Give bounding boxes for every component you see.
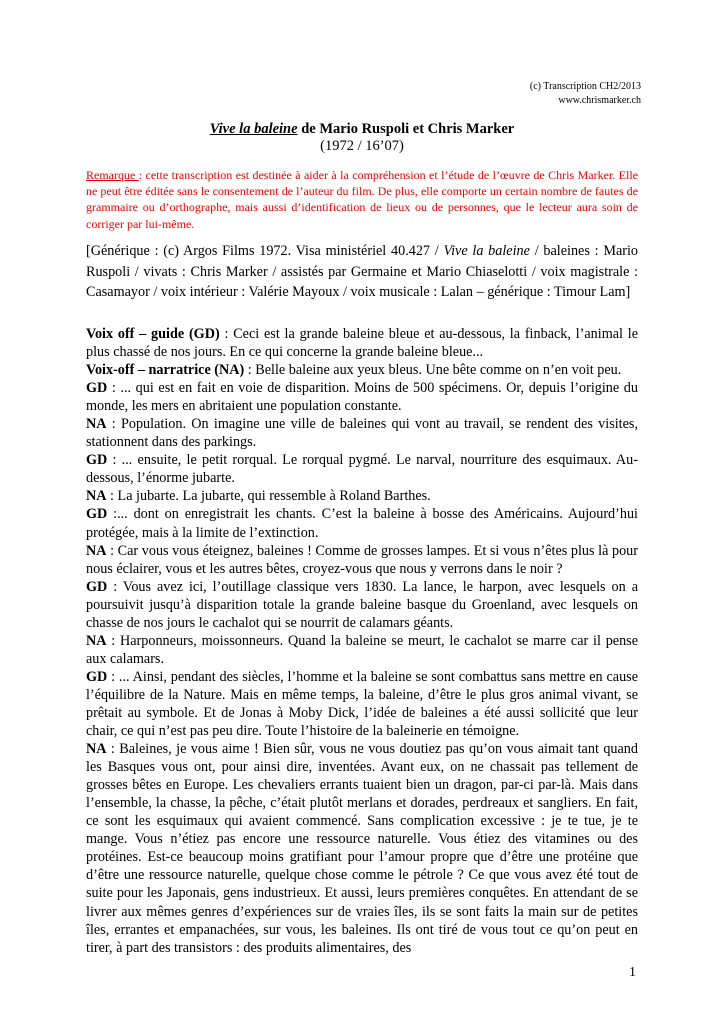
credits-film-title: Vive la baleine: [443, 243, 530, 259]
speaker: GD: [86, 506, 108, 523]
dialogue-line: [86, 632, 638, 668]
line-text: : ... qui est en fait en voie de disparition. Moins de 500 spécimens. Or, depuis l’origine du monde, les mers en abritaient une population constante.: [86, 380, 638, 415]
speaker: GD: [86, 380, 108, 397]
dialogue-line: [86, 542, 638, 578]
document-title: [0, 121, 724, 155]
copyright-line: (c) Transcription CH2/2013: [529, 81, 641, 92]
line-text: : Car vous vous éteignez, baleines ! Comme de grosses lampes. Et si vous n’êtes plus là pour nous éclairer, vous et les autres bêtes, croyez-vous que nous y verrons dans le noir ?: [86, 542, 638, 577]
speaker: GD: [86, 668, 108, 685]
title-line: [0, 121, 724, 138]
line-text: : Harponneurs, moissonneurs. Quand la baleine se meurt, le cachalot se marre car il pense aux calamars.: [86, 632, 638, 667]
dialogue-line: [86, 578, 638, 632]
page-number: 1: [629, 965, 636, 980]
line-text: : Vous avez ici, l’outillage classique vers 1830. La lance, le harpon, avec lesquels on a poursuivit jusqu’à disparition totale la grande baleine basque du Groenland, avec lesquels on chasse de nos jours le cachalot qui se nourrit de calamars géants.: [86, 578, 638, 631]
credits-block: [86, 241, 638, 303]
speaker: GD: [86, 452, 108, 469]
dialogue-line: [86, 740, 638, 957]
speaker: NA: [86, 741, 107, 758]
remark-text: : cette transcription est destinée à aider à la compréhension et l’étude de l’œuvre de Chris Marker. Elle ne peut être éditée sans le consentement de l’auteur du film. De plus, elle comporte un certain nombre de fautes de grammaire ou d’orthographe, mais aussi d’identification de lieux ou de personnes, que le lecteur aura soin de corriger par lui-même.: [86, 168, 638, 231]
credits-after: / baleines : Mario Ruspoli / vivats : Chris Marker / assistés par Germaine et Mario Chiaselotti / voix magistrale : Casamayor / voix intérieur : Valérie Mayoux / voix musicale : Lalan – générique : Timour Lam]: [86, 243, 638, 300]
remark-label: Remarque: [86, 168, 139, 182]
film-title: Vive la baleine: [209, 121, 298, 137]
remark-note: [86, 167, 638, 232]
transcription-header: [530, 80, 641, 108]
dialogue-line: [86, 379, 638, 415]
dialogue-transcript: [86, 325, 638, 957]
speaker: Voix-off – narratrice (NA): [86, 362, 245, 379]
speaker: Voix off – guide (GD): [86, 326, 220, 342]
speaker: NA: [86, 542, 107, 559]
website-line: www.chrismarker.ch: [558, 95, 641, 106]
line-text: : La jubarte. La jubarte, qui ressemble à Roland Barthes.: [106, 488, 431, 505]
film-year-duration: (1972 / 16’07): [320, 138, 404, 154]
line-text: :... dont on enregistrait les chants. C’est la baleine à bosse des Américains. Aujourd’hui protégée, mais à la limite de l’extinction.: [86, 506, 638, 541]
speaker: NA: [86, 632, 107, 649]
dialogue-line: [86, 668, 638, 740]
speaker: NA: [86, 416, 107, 433]
credits-before: [Générique : (c) Argos Films 1972. Visa ministériel 40.427 /: [86, 243, 444, 259]
dialogue-line: [86, 487, 638, 505]
line-text: : ... Ainsi, pendant des siècles, l’homme et la baleine se sont combattus sans mettre en cause l’équilibre de la Nature. Mais en même temps, la baleine, d’être le plus gros animal vivant, se prêtait au symbole. Et de Jonas à Moby Dick, l’idée de baleines a été aussi sollicité que leur chair, ce qui n’est pas peu dire. Toute l’histoire de la baleinerie en témoigne.: [86, 668, 638, 740]
speaker: GD: [86, 578, 108, 595]
line-text: : Ceci est la grande baleine bleue et au-dessous, la finback, l’animal le plus chassé de nos jours. En ce qui concerne la grande baleine bleue...: [86, 326, 639, 361]
line-text: : Baleines, je vous aime ! Bien sûr, vous ne vous doutiez pas qu’on vous aimait tant quand les Basques vous ont, pour ainsi dire, inventées. Avant eux, on ne chassait pas tellement de grosses bêtes en Europe. Les chevaliers errants tuaient bien un dragon, par-ci par-là. Mais dans l’ensemble, la chasse, la pêche, c’était plutôt merlans et dorades, perdreaux et sangliers. En fait, ce sont les esquimaux qui avaient commencé. Sans complication excessive : je te tue, je te mange. Vous n’étiez pas encore une ressource naturelle. Vous étiez des vitamines ou des protéines. Est-ce beaucoup moins gratifiant pour l’amour propre que d’être une protéine que d’être une ressource naturelle, quelque chose comme le pétrole ? Ce que vous avez été tout de suite pour les Japonais, gens industrieux. Et aussi, leurs premières conquêtes. En attendant de se livrer aux mêmes genres d’expériences sur de vraies îles, ils se sont faits la main sur de petites îles, errantes et empanachées, sur vous, les baleines. Ils ont tiré de vous tout ce qu’on peut en tirer, à part des transistors : des produits alimentaires, des: [86, 741, 638, 956]
line-text: : Belle baleine aux yeux bleus. Une bête comme on n’en voit peu.: [244, 362, 622, 379]
line-text: : ... ensuite, le petit rorqual. Le rorqual pygmé. Le narval, nourriture des esquimaux. Au-dessous, l’énorme jubarte.: [86, 452, 638, 487]
dialogue-line: [86, 505, 638, 541]
line-text: : Population. On imagine une ville de baleines qui vont au travail, se rendent des visites, stationnent dans des parkings.: [86, 416, 638, 451]
speaker: NA: [86, 488, 107, 505]
dialogue-line: [86, 415, 638, 451]
dialogue-line: [86, 361, 638, 379]
dialogue-line: [86, 325, 638, 361]
dialogue-line: [86, 451, 638, 487]
title-authors: de Mario Ruspoli et Chris Marker: [297, 121, 515, 137]
